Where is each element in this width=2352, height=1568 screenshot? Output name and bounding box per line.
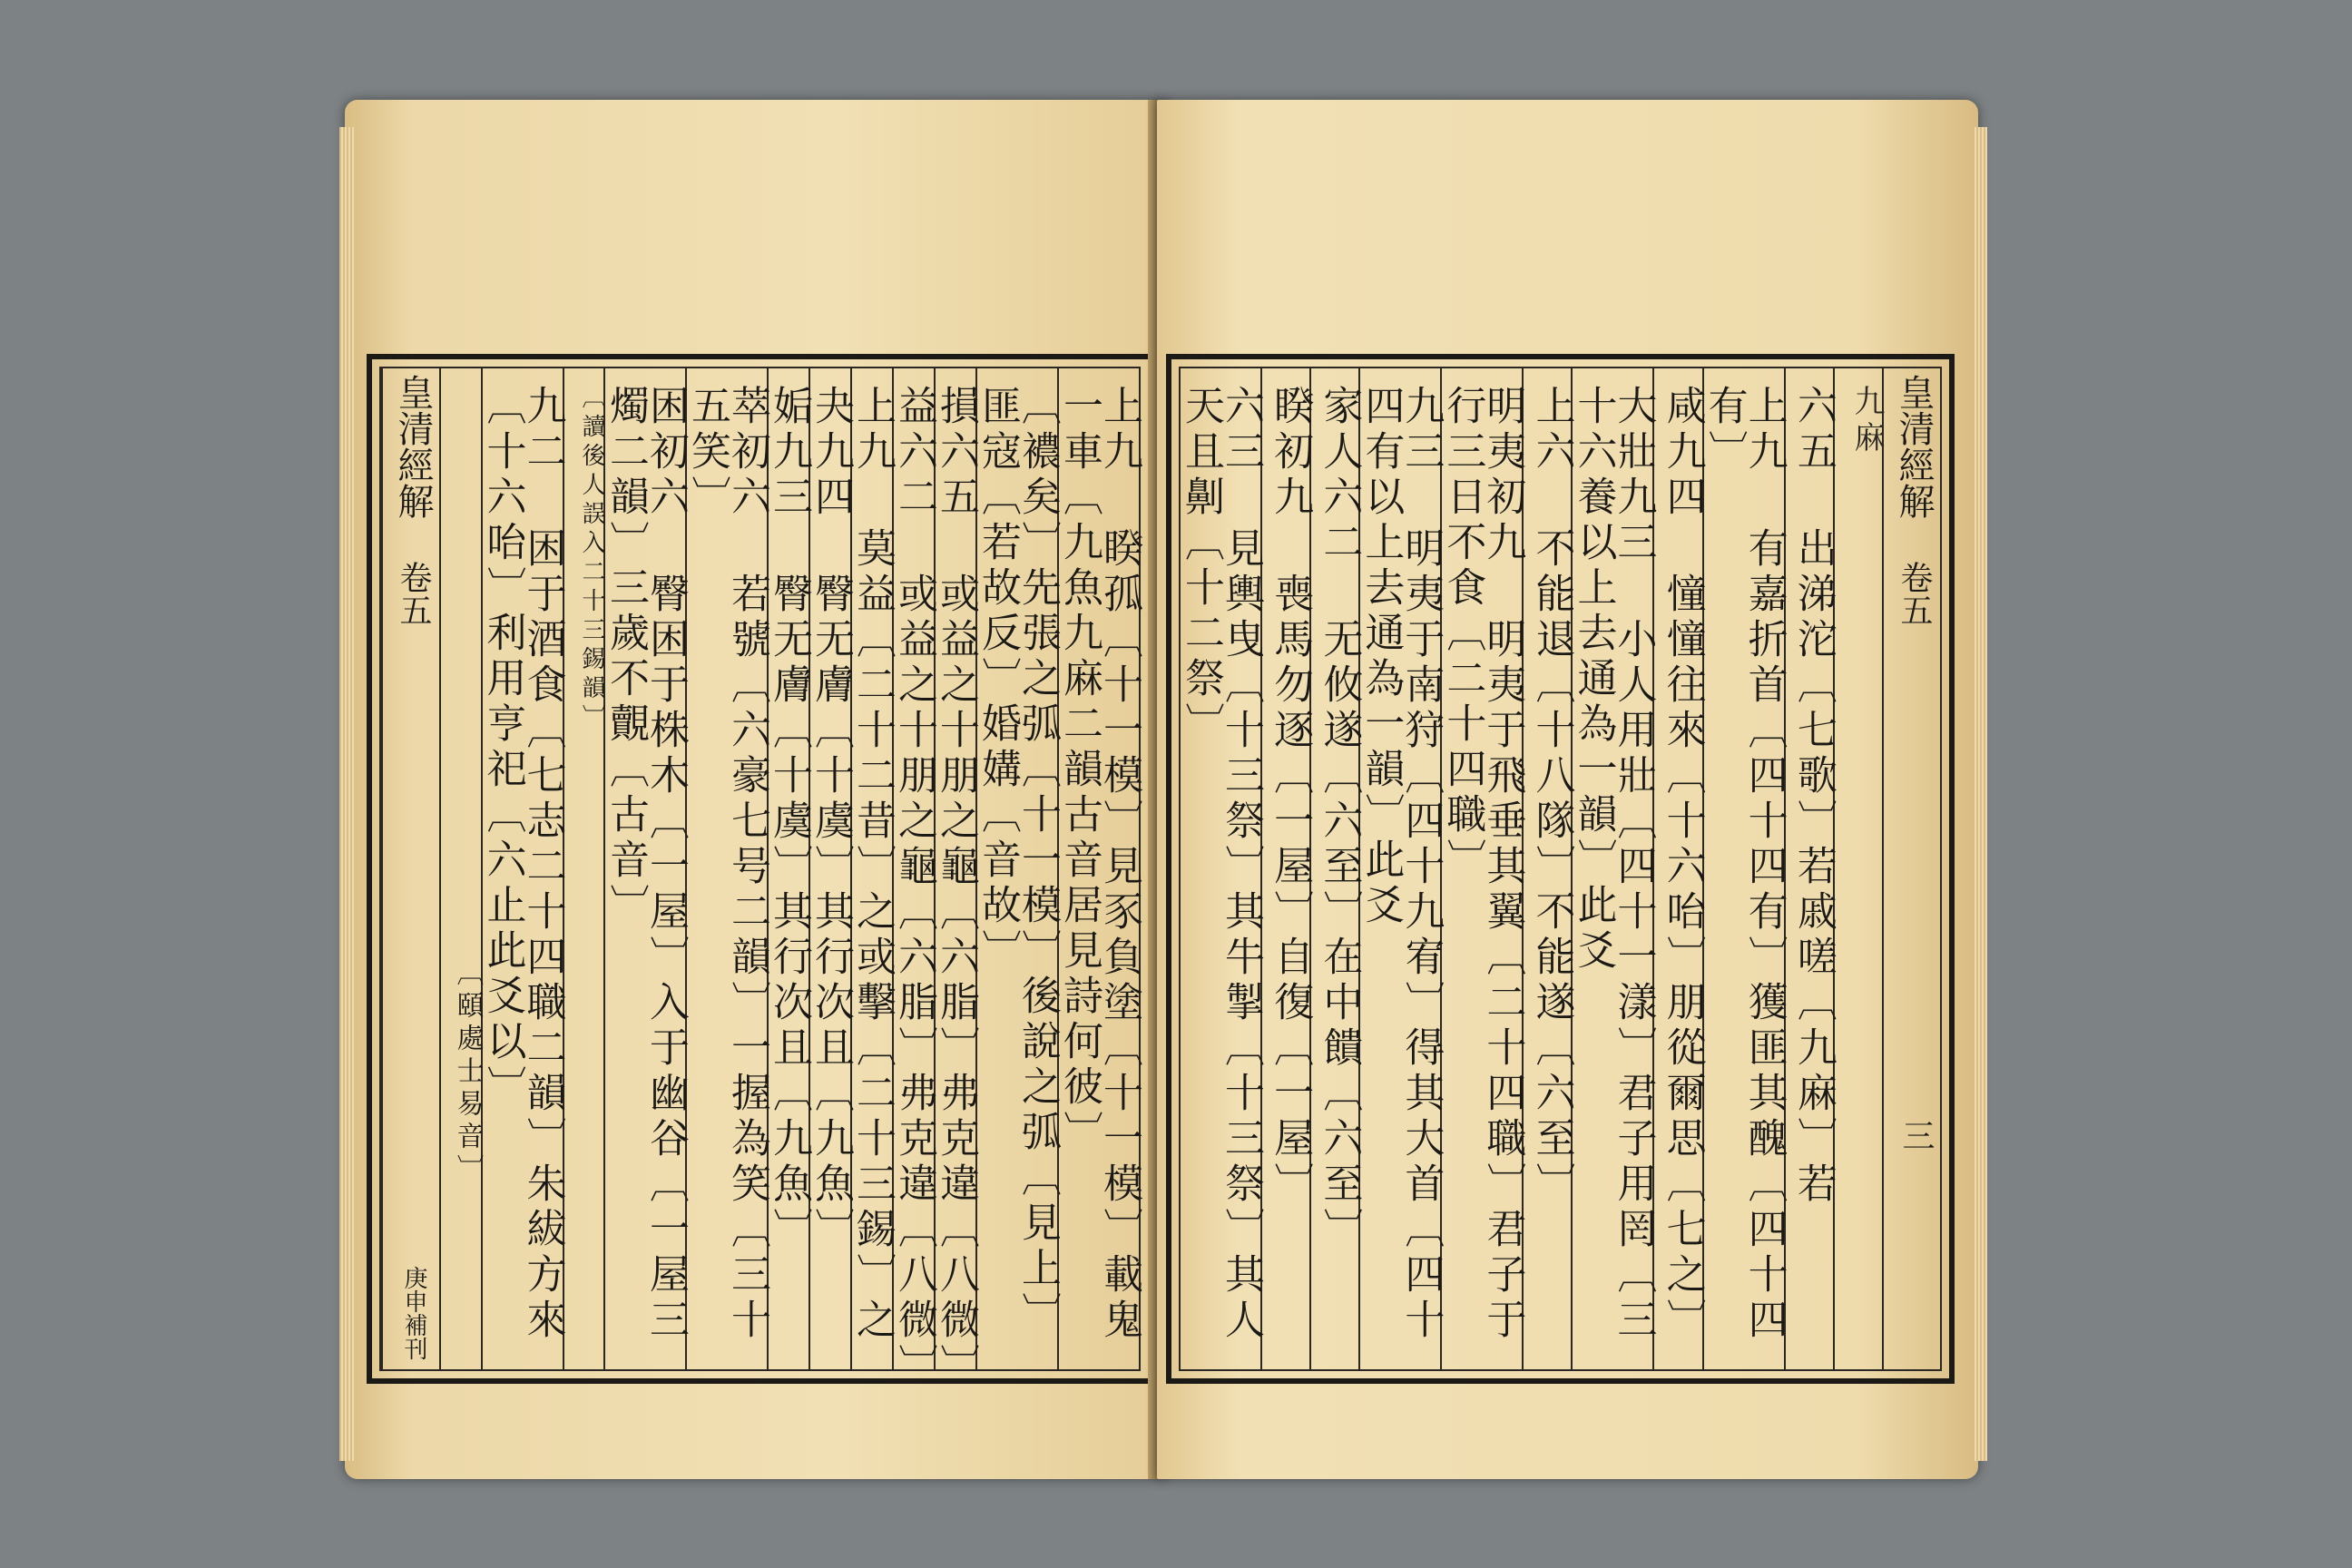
text-column: 家人六二 无攸遂〔六至〕在中饋〔六至〕 <box>1309 368 1358 1369</box>
text-column: 〔襛矣〕先張之弧〔十一模〕後說之弧〔見上〕匪寇〔若故反〕婚媾〔音故〕 <box>975 368 1057 1369</box>
banxin-juan: 卷五 <box>395 561 432 626</box>
text-column: 六三 見輿曳〔十三祭〕其牛掣〔十三祭〕其人天且劓〔十二祭〕 <box>1177 385 1264 1344</box>
right-page <box>1157 100 1978 1479</box>
text-column: 上六 不能退〔十八隊〕不能遂〔六至〕 <box>1522 368 1571 1369</box>
banxin-center-column <box>1882 368 1940 1369</box>
text-column: 上九 睽孤〔十一模〕見豕負塗〔十一模〕載鬼一車〔九魚九麻二韻古音居見詩何彼〕 <box>1057 368 1139 1369</box>
text-column: 〔讀後人誤入二十三錫韻〕 <box>563 368 604 1369</box>
text-column: 夬九四 臀无膚〔十虞〕其行次且〔九魚〕 <box>808 368 850 1369</box>
text-column: 六五 出涕沱〔七歌〕若戚嗟〔九麻〕若 <box>1784 368 1833 1369</box>
text-column: 困初六 臀困于株木〔一屋〕入于幽谷〔一屋三燭二韻〕三歲不覿〔古音〕 <box>603 368 685 1369</box>
banxin-title: 皇清經解 <box>1893 374 1935 519</box>
page-edge <box>1973 127 1987 1461</box>
text-column: 睽初九 喪馬勿逐〔一屋〕自復〔一屋〕 <box>1260 368 1309 1369</box>
text-column: 大壯九三 小人用壯〔四十一漾〕君子用罔〔三十六養以上去通為一韻〕此爻 <box>1571 368 1652 1369</box>
banxin-folio-number: 三 <box>1897 1119 1935 1152</box>
text-column: 損六五 或益之十朋之龜〔六脂〕弗克違〔八微〕 <box>934 368 975 1369</box>
text-column: 上九 有嘉折首〔四十四有〕獲匪其醜〔四十四有〕 <box>1702 368 1784 1369</box>
text-frame <box>1166 354 1955 1384</box>
left-page <box>345 100 1166 1479</box>
banxin-center-column <box>381 368 439 1369</box>
text-column: 姤九三 臀无膚〔十虞〕其行次且〔九魚〕 <box>767 368 808 1369</box>
text-column: 益六二 或益之十朋之龜〔六脂〕弗克違〔八微〕 <box>892 368 934 1369</box>
banxin-title: 皇清經解 <box>392 374 434 519</box>
text-column: 萃初六 若號〔六豪七号二韻〕一握為笑〔三十五笑〕 <box>685 368 767 1369</box>
text-column: 九麻 <box>1833 368 1882 1369</box>
open-book <box>327 91 1978 1488</box>
banxin-juan: 卷五 <box>1896 561 1933 626</box>
text-frame <box>367 354 1153 1389</box>
text-column: 明夷初九 明夷于飛垂其翼〔二十四職〕君子于行三日不食〔二十四職〕 <box>1440 368 1522 1369</box>
text-column: 咸九四 憧憧往來〔十六咍〕朋從爾思〔七之〕 <box>1652 368 1701 1369</box>
page-edge <box>339 127 354 1461</box>
banxin-colophon: 庚申補刊 <box>400 1266 427 1360</box>
text-column: 九二 困于酒食〔七志二十四職二韻〕朱紱方來〔十六咍〕利用亨祀〔六止此爻以〕 <box>481 368 563 1369</box>
text-column: 〔頤處士易音〕 <box>439 368 481 1369</box>
text-column: 九三 明夷于南狩〔四十九宥〕得其大首〔四十四有以上去通為一韻〕此爻 <box>1358 368 1440 1369</box>
text-column: 上九 莫益〔二十二昔〕之或擊〔二十三錫〕之 <box>850 368 892 1369</box>
